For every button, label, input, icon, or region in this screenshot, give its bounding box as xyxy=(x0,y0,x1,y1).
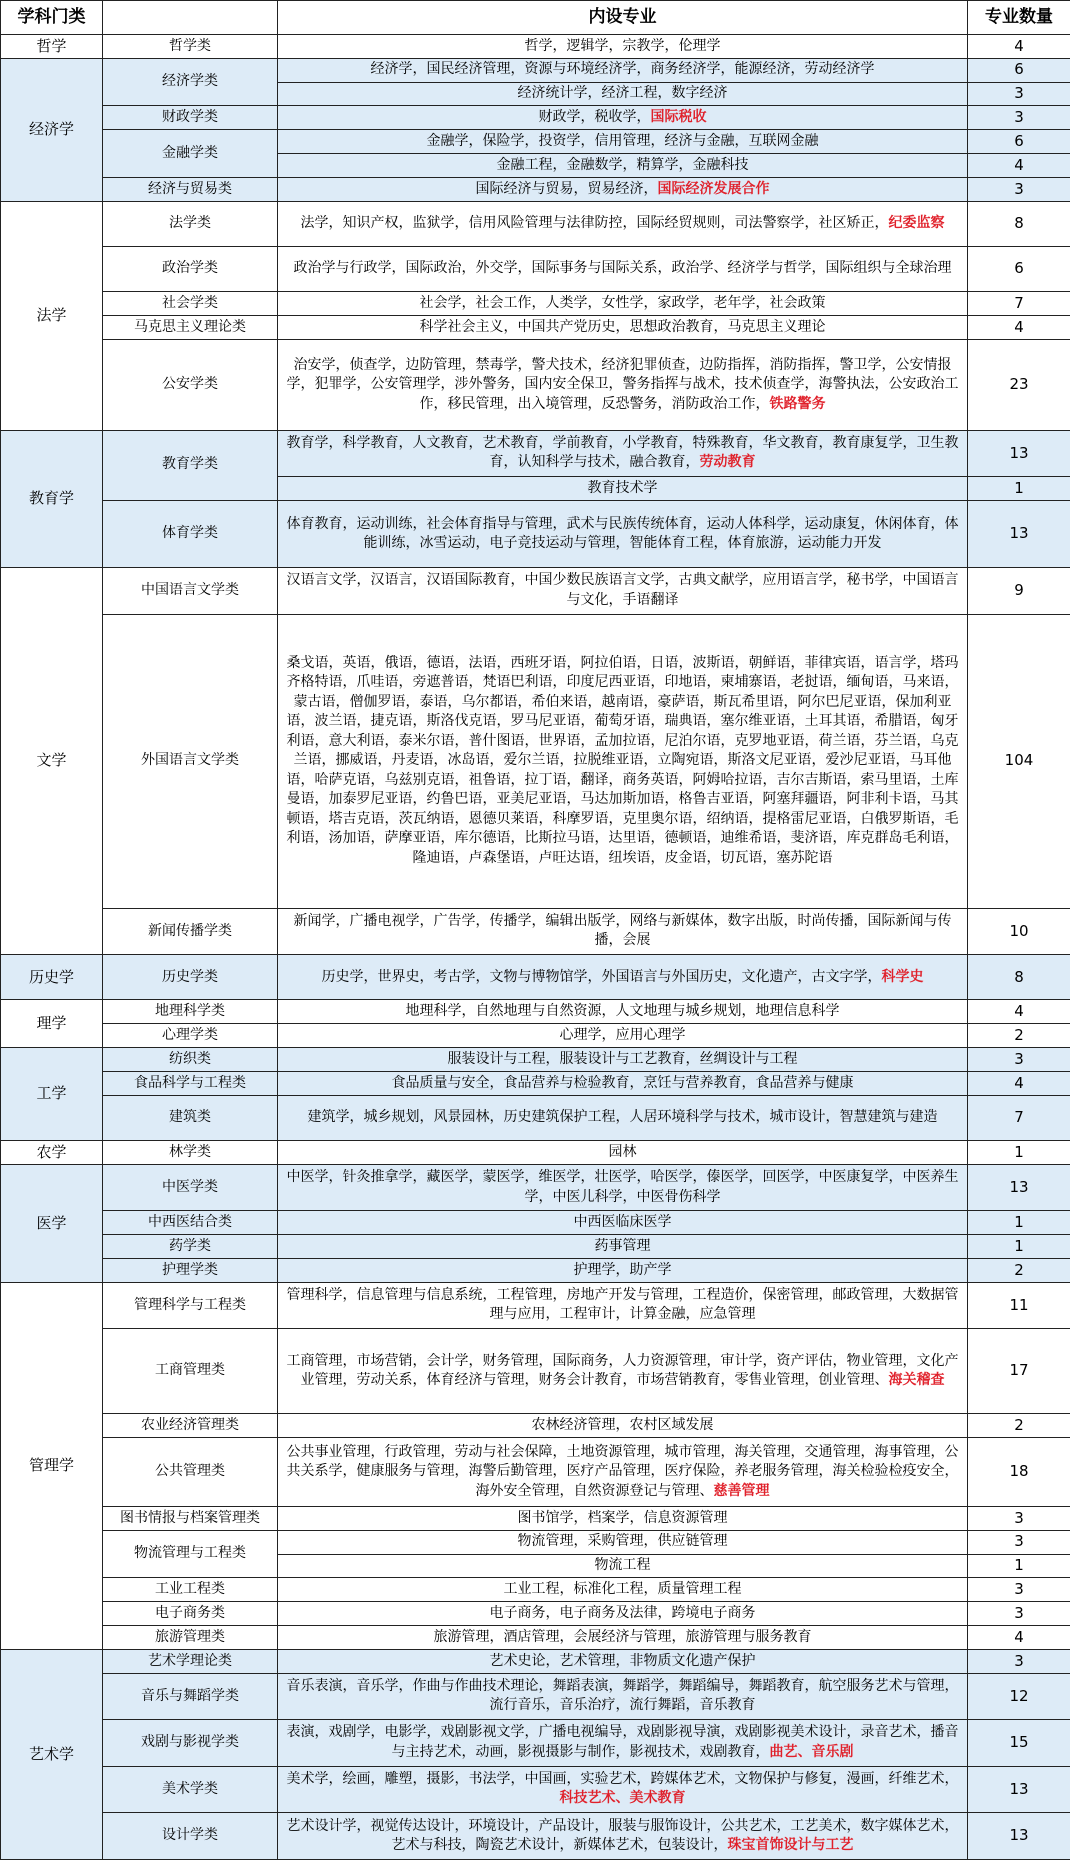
table-row xyxy=(1,955,1070,1000)
majors-text: 表演，戏剧学，电影学，戏剧影视文学，广播电视编导，戏剧影视导演，戏剧影视美术设计，录音艺术，播音与主持艺术，动画，影视摄影与制作，影视技术，戏剧教育， xyxy=(286,1724,959,1760)
table-row xyxy=(1,1071,1070,1095)
majors-cell xyxy=(278,292,968,316)
category-cell: 中医学类 xyxy=(103,1164,278,1210)
count-cell: 13 xyxy=(968,430,1070,476)
discipline-cell: 艺术学 xyxy=(1,1649,103,1859)
discipline-cell: 哲学 xyxy=(1,35,103,59)
table-row xyxy=(1,1211,1070,1235)
category-cell: 戏剧与影视学类 xyxy=(103,1720,278,1766)
category-cell: 历史学类 xyxy=(103,955,278,1000)
majors-text: 艺术史论，艺术管理，非物质文化遗产保护 xyxy=(489,1652,756,1669)
majors-cell xyxy=(278,955,968,1000)
category-cell: 教育学类 xyxy=(103,430,278,500)
majors-text: 教育技术学 xyxy=(587,479,658,496)
discipline-cell: 文学 xyxy=(1,568,103,955)
majors-text: 教育学，科学教育，人文教育，艺术教育，学前教育，小学教育，特殊教育，华文教育，教育康复学，卫生教育，认知科学与技术，融合教育， xyxy=(286,434,959,471)
count-cell: 7 xyxy=(968,1095,1070,1140)
count-cell: 104 xyxy=(968,614,1070,908)
new-major-highlight: 铁路警务 xyxy=(769,395,826,412)
majors-cell xyxy=(278,82,968,106)
table-body xyxy=(1,35,1070,1860)
discipline-cell: 医学 xyxy=(1,1164,103,1282)
majors-cell xyxy=(278,477,968,501)
category-cell: 公安学类 xyxy=(103,339,278,430)
majors-text: 物流工程 xyxy=(594,1557,651,1574)
table-row xyxy=(1,1000,1070,1024)
majors-text: 经济统计学，经济工程，数字经济 xyxy=(517,85,728,102)
count-cell: 8 xyxy=(968,955,1070,1000)
category-cell: 外国语言文学类 xyxy=(103,614,278,908)
majors-cell xyxy=(278,614,968,908)
count-cell: 1 xyxy=(968,1141,1070,1165)
count-cell: 15 xyxy=(968,1720,1070,1766)
count-cell: 4 xyxy=(968,1626,1070,1650)
category-cell: 护理学类 xyxy=(103,1258,278,1282)
table-row xyxy=(1,1437,1070,1506)
count-cell: 3 xyxy=(968,1048,1070,1072)
majors-text: 国际经济与贸易，贸易经济， xyxy=(475,180,658,197)
category-cell: 农业经济管理类 xyxy=(103,1414,278,1438)
majors-text: 金融工程，金融数学，精算学，金融科技 xyxy=(496,156,749,173)
category-cell: 哲学类 xyxy=(103,35,278,59)
majors-text: 服装设计与工程，服装设计与工艺教育，丝绸设计与工程 xyxy=(447,1050,798,1067)
majors-cell xyxy=(278,1164,968,1210)
category-cell: 旅游管理类 xyxy=(103,1626,278,1650)
count-cell: 23 xyxy=(968,339,1070,430)
category-cell: 电子商务类 xyxy=(103,1602,278,1626)
majors-cell xyxy=(278,339,968,430)
new-major-highlight: 国际经济发展合作 xyxy=(657,180,770,197)
majors-cell xyxy=(278,154,968,178)
new-major-highlight: 科学史 xyxy=(881,968,924,985)
table-row xyxy=(1,106,1070,130)
majors-cell xyxy=(278,1024,968,1048)
category-cell: 音乐与舞蹈学类 xyxy=(103,1673,278,1719)
majors-text: 法学，知识产权，监狱学，信用风险管理与法律防控，国际经贸规则，司法警察学，社区矫正， xyxy=(300,215,889,232)
majors-cell xyxy=(278,1071,968,1095)
majors-text: 电子商务，电子商务及法律，跨境电子商务 xyxy=(489,1604,756,1621)
table-row xyxy=(1,1507,1070,1531)
majors-text: 财政学，税收学， xyxy=(538,109,651,126)
count-cell: 1 xyxy=(968,1235,1070,1259)
table-row xyxy=(1,339,1070,430)
category-cell: 图书情报与档案管理类 xyxy=(103,1507,278,1531)
header-category xyxy=(103,1,278,35)
majors-text: 中西医临床医学 xyxy=(573,1213,672,1230)
majors-text: 新闻学，广播电视学，广告学，传播学，编辑出版学，网络与新媒体，数字出版，时尚传播，国际新闻与传播，会展 xyxy=(293,912,952,949)
discipline-cell: 农学 xyxy=(1,1141,103,1165)
majors-text: 历史学，世界史，考古学，文物与博物馆学，外国语言与外国历史，文化遗产，古文字学， xyxy=(321,968,882,985)
count-cell: 7 xyxy=(968,292,1070,316)
majors-cell xyxy=(278,1095,968,1140)
category-cell: 经济与贸易类 xyxy=(103,177,278,201)
new-major-highlight: 海关稽查 xyxy=(888,1372,945,1389)
category-cell: 工商管理类 xyxy=(103,1329,278,1414)
majors-cell xyxy=(278,1554,968,1578)
majors-text: 药事管理 xyxy=(594,1237,651,1254)
majors-cell xyxy=(278,500,968,567)
count-cell: 17 xyxy=(968,1329,1070,1414)
count-cell: 1 xyxy=(968,1554,1070,1578)
majors-cell xyxy=(278,1048,968,1072)
majors-cell xyxy=(278,1673,968,1719)
category-cell: 林学类 xyxy=(103,1141,278,1165)
majors-text: 社会学，社会工作，人类学，女性学，家政学，老年学，社会政策 xyxy=(419,294,826,311)
majors-cell xyxy=(278,1141,968,1165)
majors-text: 农林经济管理，农村区域发展 xyxy=(531,1416,714,1433)
category-cell: 社会学类 xyxy=(103,292,278,316)
majors-cell xyxy=(278,1437,968,1506)
majors-cell xyxy=(278,130,968,154)
majors-cell xyxy=(278,316,968,340)
table-row xyxy=(1,1164,1070,1210)
category-cell: 中西医结合类 xyxy=(103,1211,278,1235)
count-cell: 4 xyxy=(968,1071,1070,1095)
count-cell: 1 xyxy=(968,1211,1070,1235)
table-row xyxy=(1,1720,1070,1766)
discipline-cell: 法学 xyxy=(1,201,103,430)
count-cell: 4 xyxy=(968,154,1070,178)
table-row xyxy=(1,1282,1070,1328)
majors-text: 地理科学，自然地理与自然资源，人文地理与城乡规划，地理信息科学 xyxy=(405,1003,840,1020)
count-cell: 3 xyxy=(968,82,1070,106)
count-cell: 4 xyxy=(968,35,1070,59)
count-cell: 3 xyxy=(968,1602,1070,1626)
category-cell: 新闻传播学类 xyxy=(103,908,278,954)
discipline-cell: 管理学 xyxy=(1,1282,103,1649)
majors-cell xyxy=(278,1235,968,1259)
count-cell: 2 xyxy=(968,1258,1070,1282)
majors-text: 护理学，助产学 xyxy=(573,1261,672,1278)
category-cell: 法学类 xyxy=(103,201,278,246)
new-major-highlight: 珠宝首饰设计与工艺 xyxy=(727,1837,854,1854)
count-cell: 13 xyxy=(968,500,1070,567)
discipline-cell: 工学 xyxy=(1,1048,103,1141)
table-row xyxy=(1,130,1070,154)
count-cell: 18 xyxy=(968,1437,1070,1506)
table-row xyxy=(1,1095,1070,1140)
majors-cell xyxy=(278,568,968,614)
majors-cell xyxy=(278,1414,968,1438)
count-cell: 3 xyxy=(968,1530,1070,1554)
discipline-cell: 教育学 xyxy=(1,430,103,568)
count-cell: 13 xyxy=(968,1813,1070,1860)
majors-text: 美术学，绘画，雕塑，摄影，书法学，中国画，实验艺术，跨媒体艺术，文物保护与修复，漫画，纤维艺术， xyxy=(286,1770,959,1787)
table-row xyxy=(1,1578,1070,1602)
majors-cell xyxy=(278,201,968,246)
category-cell: 艺术学理论类 xyxy=(103,1649,278,1673)
majors-text: 桑戈语，英语，俄语，德语，法语，西班牙语，阿拉伯语，日语，波斯语，朝鲜语，菲律宾语，语言学，塔玛齐格特语，爪哇语，旁遮普语，梵语巴利语，印度尼西亚语，印地语，柬埔寨语，老挝语，缅甸语，马来语，蒙古语，僧伽罗语，泰语，乌尔都语，希伯来语，越南语，豪萨语，斯瓦希里语，阿尔巴尼亚语，保加利亚语，波兰语，捷克语，斯洛伐克语，罗马尼亚语，葡萄牙语，瑞典语，塞尔维亚语，土耳其语，希腊语，匈牙利语，意大利语，泰米尔语，普什图语，世界语，孟加拉语，尼泊尔语，克罗地亚语，荷兰语，芬兰语，乌克兰语，挪威语，丹麦语，冰岛语，爱尔兰语，拉脱维亚语，立陶宛语，斯洛文尼亚语，爱沙尼亚语，马耳他语，哈萨克语，乌兹别克语，祖鲁语，拉丁语，翻译，商务英语，阿姆哈拉语，吉尔吉斯语，索马里语，土库曼语，加泰罗尼亚语，约鲁巴语，亚美尼亚语，马达加斯加语，格鲁吉亚语，阿塞拜疆语，阿非利卡语，马其顿语，塔吉克语，茨瓦纳语，恩德贝莱语，科摩罗语，克里奥尔语，绍纳语，提格雷尼亚语，白俄罗斯语，毛利语，汤加语，萨摩亚语，库尔德语，比斯拉马语，达里语，德顿语，迪维希语，斐济语，库克群岛毛利语，隆迪语，卢森堡语，卢旺达语，纽埃语，皮金语，切瓦语，塞苏陀语 xyxy=(286,654,959,866)
majors-text: 音乐表演，音乐学，作曲与作曲技术理论，舞蹈表演，舞蹈学，舞蹈编导，舞蹈教育，航空服务艺术与管理，流行音乐，音乐治疗，流行舞蹈，音乐教育 xyxy=(286,1677,959,1714)
table-row xyxy=(1,247,1070,292)
count-cell: 3 xyxy=(968,1507,1070,1531)
majors-cell xyxy=(278,1720,968,1766)
table-row xyxy=(1,568,1070,614)
count-cell: 8 xyxy=(968,201,1070,246)
majors-text: 工商管理，市场营销，会计学，财务管理，国际商务，人力资源管理，审计学，资产评估，物业管理，文化产业管理，劳动关系，体育经济与管理，财务会计教育，市场营销教育，零售业管理，创业管理、 xyxy=(286,1352,959,1389)
category-cell: 物流管理与工程类 xyxy=(103,1530,278,1578)
header-discipline: 学科门类 xyxy=(1,1,103,35)
majors-cell xyxy=(278,1000,968,1024)
table-row xyxy=(1,1626,1070,1650)
category-cell: 建筑类 xyxy=(103,1095,278,1140)
majors-cell xyxy=(278,58,968,82)
majors-cell xyxy=(278,1530,968,1554)
category-cell: 政治学类 xyxy=(103,247,278,292)
table-row xyxy=(1,1766,1070,1812)
table-row xyxy=(1,1602,1070,1626)
count-cell: 3 xyxy=(968,177,1070,201)
category-cell: 食品科学与工程类 xyxy=(103,1071,278,1095)
majors-text: 食品质量与安全，食品营养与检验教育，烹饪与营养教育，食品营养与健康 xyxy=(391,1074,854,1091)
majors-text: 旅游管理，酒店管理，会展经济与管理，旅游管理与服务教育 xyxy=(433,1628,812,1645)
category-cell: 设计学类 xyxy=(103,1813,278,1860)
majors-cell xyxy=(278,1626,968,1650)
category-cell: 马克思主义理论类 xyxy=(103,316,278,340)
category-cell: 美术学类 xyxy=(103,1766,278,1812)
table-row xyxy=(1,1649,1070,1673)
count-cell: 10 xyxy=(968,908,1070,954)
majors-text: 金融学，保险学，投资学，信用管理，经济与金融，互联网金融 xyxy=(426,132,819,149)
discipline-cell: 历史学 xyxy=(1,955,103,1000)
majors-cell xyxy=(278,247,968,292)
majors-cell xyxy=(278,1258,968,1282)
majors-cell xyxy=(278,430,968,476)
majors-cell xyxy=(278,1766,968,1812)
table-header xyxy=(1,1,1070,35)
majors-cell xyxy=(278,1282,968,1328)
majors-cell xyxy=(278,1578,968,1602)
table-row xyxy=(1,316,1070,340)
majors-text: 公共事业管理，行政管理，劳动与社会保障，土地资源管理，城市管理，海关管理，交通管理，海事管理，公共关系学，健康服务与管理，海警后勤管理，医疗产品管理，医疗保险，养老服务管理，海关检验检疫安全，海外安全管理，自然资源登记与管理、 xyxy=(286,1443,959,1499)
majors-text: 汉语言文学，汉语言，汉语国际教育，中国少数民族语言文学，古典文献学，应用语言学，秘书学，中国语言与文化，手语翻译 xyxy=(286,572,959,608)
majors-text: 工业工程，标准化工程，质量管理工程 xyxy=(503,1581,742,1598)
majors-text: 物流管理，采购管理，供应链管理 xyxy=(517,1533,728,1550)
table-row xyxy=(1,908,1070,954)
majors-cell xyxy=(278,106,968,130)
table-row xyxy=(1,430,1070,476)
count-cell: 6 xyxy=(968,58,1070,82)
table-row xyxy=(1,1024,1070,1048)
table-row xyxy=(1,1235,1070,1259)
new-major-highlight: 曲艺、音乐剧 xyxy=(769,1743,854,1760)
majors-cell xyxy=(278,177,968,201)
count-cell: 4 xyxy=(968,316,1070,340)
majors-cell xyxy=(278,1329,968,1414)
count-cell: 3 xyxy=(968,1649,1070,1673)
count-cell: 2 xyxy=(968,1024,1070,1048)
majors-text: 艺术设计学，视觉传达设计，环境设计，产品设计，服装与服饰设计，公共艺术，工艺美术，数字媒体艺术，艺术与科技，陶瓷艺术设计，新媒体艺术，包装设计， xyxy=(286,1817,959,1854)
category-cell: 公共管理类 xyxy=(103,1437,278,1506)
majors-text: 政治学与行政学，国际政治，外交学，国际事务与国际关系，政治学、经济学与哲学，国际组织与全球治理 xyxy=(293,260,952,277)
majors-cell xyxy=(278,1813,968,1860)
header-majors: 内设专业 xyxy=(278,1,968,35)
discipline-cell: 理学 xyxy=(1,1000,103,1048)
category-cell: 心理学类 xyxy=(103,1024,278,1048)
table-row xyxy=(1,58,1070,82)
category-cell: 纺织类 xyxy=(103,1048,278,1072)
table-row xyxy=(1,1673,1070,1719)
table-row xyxy=(1,1141,1070,1165)
new-major-highlight: 纪委监察 xyxy=(888,215,945,232)
table-row xyxy=(1,1530,1070,1554)
category-cell: 药学类 xyxy=(103,1235,278,1259)
discipline-cell: 经济学 xyxy=(1,58,103,201)
header-count: 专业数量 xyxy=(968,1,1070,35)
new-major-highlight: 国际税收 xyxy=(650,109,707,126)
table-row xyxy=(1,614,1070,908)
count-cell: 4 xyxy=(968,1000,1070,1024)
majors-cell xyxy=(278,35,968,59)
category-cell: 地理科学类 xyxy=(103,1000,278,1024)
table-row xyxy=(1,1813,1070,1860)
majors-cell xyxy=(278,1649,968,1673)
majors-text: 建筑学，城乡规划，风景园林，历史建筑保护工程，人居环境科学与技术，城市设计，智慧建筑与建造 xyxy=(307,1109,938,1126)
majors-text: 体育教育，运动训练，社会体育指导与管理，武术与民族传统体育，运动人体科学，运动康复，休闲体育，体能训练，冰雪运动，电子竞技运动与管理，智能体育工程，体育旅游，运动能力开发 xyxy=(286,515,959,552)
count-cell: 9 xyxy=(968,568,1070,614)
majors-cell xyxy=(278,908,968,954)
table-row xyxy=(1,292,1070,316)
count-cell: 12 xyxy=(968,1673,1070,1719)
table-row xyxy=(1,1329,1070,1414)
new-major-highlight: 慈善管理 xyxy=(713,1482,770,1499)
majors-text: 中医学，针灸推拿学，藏医学，蒙医学，维医学，壮医学，哈医学，傣医学，回医学，中医康复学，中医养生学，中医儿科学，中医骨伤科学 xyxy=(286,1169,959,1205)
new-major-highlight: 劳动教育 xyxy=(699,454,756,471)
category-cell: 财政学类 xyxy=(103,106,278,130)
category-cell: 体育学类 xyxy=(103,500,278,567)
majors-cell xyxy=(278,1507,968,1531)
count-cell: 13 xyxy=(968,1766,1070,1812)
table-row xyxy=(1,35,1070,59)
category-cell: 金融学类 xyxy=(103,130,278,178)
table-row xyxy=(1,1048,1070,1072)
count-cell: 1 xyxy=(968,477,1070,501)
table-row xyxy=(1,1258,1070,1282)
majors-cell xyxy=(278,1211,968,1235)
majors-text: 经济学，国民经济管理，资源与环境经济学，商务经济学，能源经济，劳动经济学 xyxy=(370,61,875,78)
table-row xyxy=(1,177,1070,201)
table-row xyxy=(1,500,1070,567)
category-cell: 中国语言文学类 xyxy=(103,568,278,614)
majors-text: 哲学，逻辑学，宗教学，伦理学 xyxy=(524,37,721,54)
majors-text: 图书馆学，档案学，信息资源管理 xyxy=(517,1509,728,1526)
count-cell: 3 xyxy=(968,106,1070,130)
count-cell: 6 xyxy=(968,130,1070,154)
category-cell: 工业工程类 xyxy=(103,1578,278,1602)
majors-text: 心理学，应用心理学 xyxy=(559,1026,686,1043)
count-cell: 3 xyxy=(968,1578,1070,1602)
table-row xyxy=(1,1414,1070,1438)
new-major-highlight: 科技艺术、美术教育 xyxy=(559,1790,686,1807)
count-cell: 11 xyxy=(968,1282,1070,1328)
count-cell: 2 xyxy=(968,1414,1070,1438)
majors-text: 园林 xyxy=(608,1143,637,1160)
category-cell: 管理科学与工程类 xyxy=(103,1282,278,1328)
majors-text: 科学社会主义，中国共产党历史，思想政治教育，马克思主义理论 xyxy=(419,318,826,335)
majors-text: 治安学，侦查学，边防管理，禁毒学，警犬技术，经济犯罪侦查，边防指挥，消防指挥，警卫学，公安情报学，犯罪学，公安管理学，涉外警务，国内安全保卫，警务指挥与战术，技术侦查学，海警执法，公安政治工作，移民管理，出入境管理，反恐警务，消防政治工作， xyxy=(286,356,959,412)
count-cell: 13 xyxy=(968,1164,1070,1210)
majors-text: 管理科学，信息管理与信息系统，工程管理，房地产开发与管理，工程造价，保密管理，邮政管理，大数据管理与应用，工程审计，计算金融，应急管理 xyxy=(286,1286,959,1323)
table-row xyxy=(1,201,1070,246)
category-cell: 经济学类 xyxy=(103,58,278,106)
count-cell: 6 xyxy=(968,247,1070,292)
majors-cell xyxy=(278,1602,968,1626)
